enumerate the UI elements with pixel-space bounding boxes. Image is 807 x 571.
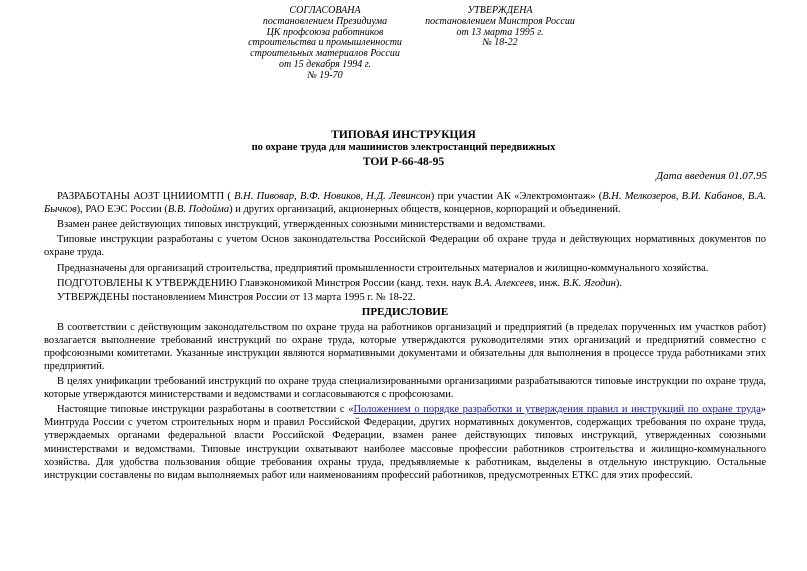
- based-paragraph: Типовые инструкции разработаны с учетом Основ законодательства Российской Федерации об охране труда и действующих нормативных документов по охране труда.: [44, 233, 766, 258]
- prepared-author: В.К. Ягодин: [562, 277, 616, 289]
- developed-text: ) при участии АК «Электромонтаж» (: [430, 191, 603, 202]
- prepared-text: ПОДГОТОВЛЕНЫ К УТВЕРЖДЕНИЮ Главэкономикой Минстроя России (канд. техн. наук: [57, 277, 475, 289]
- developed-authors: В.В. Подойма: [167, 204, 230, 216]
- agreed-line: строительных материалов России: [250, 48, 400, 60]
- approved-line: № 18-22: [482, 37, 518, 49]
- agreed-stamp: [230, 6, 420, 82]
- developed-text: ), РАО ЕЭС России (: [76, 204, 168, 216]
- preface-paragraph-2: В целях унификации требований инструкций по охране труда специализированными организациями разрабатываются типовые инструкции по охране труда, которые утверждаются министерствами и ведомствами и согласовываются с профсоюзами.: [44, 376, 766, 401]
- preface-text: » Минтруда России с учетом строительных норм и правил Российской Федерации, других нормативных документов, содержащих требования по охране труда, утверждаемых органами федеральной власти Российской Федерации, взамен ранее действующих типовых инструкций, утвержденных союзными министерствами и ведомствами. Типовые инструкции охватывают наиболее массовые профессии работников строительства и жилищно-коммунального хозяйства. Для удобства пользования общие требования охраны труда, предъявляемые к работникам, выделены в отдельную инструкцию. Остальные инструкции составлены по видам выполняемых работ или наименованиям профессий работников, предусмотренных ЕТКС для этих профессий.: [44, 404, 766, 482]
- preface-paragraph-3: [44, 403, 766, 482]
- regulation-link[interactable]: Положением о порядке разработки и утверждения правил и инструкций по охране труда: [353, 404, 761, 416]
- replaced-paragraph: Взамен ранее действующих типовых инструкций, утвержденных союзными министерствами и ведомствами.: [57, 218, 546, 230]
- document-title: [0, 128, 807, 169]
- intended-paragraph: Предназначены для организаций строительства, предприятий промышленности строительных материалов и жилищно-коммунального хозяйства.: [57, 263, 709, 275]
- introduction-date: Дата введения 01.07.95: [656, 170, 767, 182]
- agreed-line: постановлением Президиума: [262, 15, 388, 27]
- developed-authors: В.Н. Мелкозеров, В.И. Кабанов, В.А. Бычков: [44, 191, 766, 216]
- prepared-author: В.А. Алексеев: [474, 277, 534, 289]
- approved-line: постановлением Минстроя России: [425, 15, 575, 27]
- prepared-text: ).: [615, 277, 623, 289]
- agreed-line: № 19-70: [307, 69, 343, 81]
- preface-paragraph-1: В соответствии с действующим законодательством по охране труда на работников организаций и предприятий (в пределах порученных им участков работ) возлагается выполнение требований инструкций по охране труда, которые утверждаются руководителями этих организаций и предприятий совместно с профсоюзными комитетами. Указанные инструкции являются нормативными документами и обязательны для выполнения в процессе труда работниками этих предприятий.: [44, 321, 766, 373]
- approved-line: от 13 марта 1995 г.: [456, 26, 544, 38]
- preface-title: ПРЕДИСЛОВИЕ: [361, 306, 449, 319]
- title-code: ТОИ Р-66-48-95: [362, 155, 445, 168]
- developed-text: ) и других организаций, акционерных обществ, концернов, корпораций и объединений.: [229, 204, 621, 216]
- prepared-text: , инж.: [533, 277, 563, 289]
- agreed-line: от 15 декабря 1994 г.: [278, 58, 372, 70]
- developed-authors: В.Н. Пивовар, В.Ф. Новиков, Н.Д. Левинсон: [234, 191, 431, 202]
- approved-head: УТВЕРЖДЕНА: [467, 5, 533, 16]
- document-body: [44, 190, 766, 484]
- agreed-line: строительства и промышленности: [248, 37, 402, 49]
- preface-text: Настоящие типовые инструкции разработаны в соответствии с «: [57, 404, 354, 416]
- developed-text: РАЗРАБОТАНЫ АОЗТ ЦНИИОМТП (: [57, 191, 235, 202]
- agreed-head: СОГЛАСОВАНА: [289, 5, 361, 16]
- title-main: ТИПОВАЯ ИНСТРУКЦИЯ: [331, 129, 476, 141]
- prepared-paragraph: [44, 277, 766, 290]
- agreed-line: ЦК профсоюза работников: [266, 26, 384, 38]
- approved-paragraph: УТВЕРЖДЕНЫ постановлением Минстроя России от 13 марта 1995 г. № 18-22.: [57, 292, 416, 304]
- developed-paragraph: [44, 190, 766, 216]
- title-subtitle: по охране труда для машинистов электростанций передвижных: [251, 142, 556, 153]
- approved-stamp: [420, 6, 580, 49]
